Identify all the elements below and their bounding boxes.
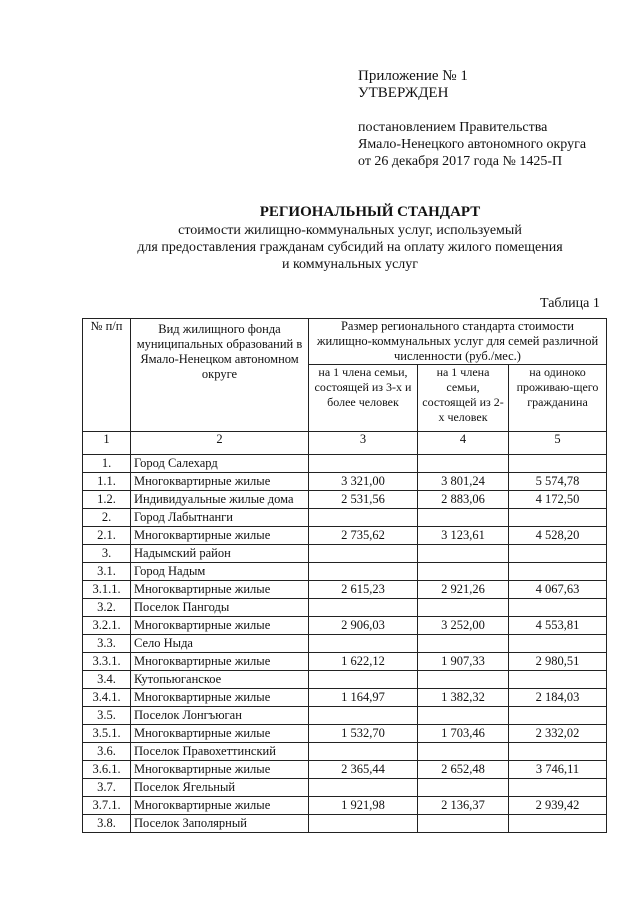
table-row [83,653,607,671]
row-number: 1. [83,455,131,473]
value-col5: 2 939,42 [509,797,607,815]
value-col4: 2 921,26 [418,581,509,599]
row-number: 3.1.1. [83,581,131,599]
resolution-date: от 26 декабря 2017 года № 1425-П [358,154,563,169]
table-row [83,671,607,689]
value-col5: 4 528,20 [509,527,607,545]
row-number: 3.3.1. [83,653,131,671]
row-name: Город Лабытнанги [131,509,309,527]
value-col5: 2 184,03 [509,689,607,707]
value-col4: 3 123,61 [418,527,509,545]
value-col3 [309,545,418,563]
value-col3 [309,509,418,527]
header-col4: на 1 члена семьи, состоящей из 2-х человек [418,365,509,432]
value-col5: 3 746,11 [509,761,607,779]
approved-label: УТВЕРЖДЕН [358,85,449,101]
table-caption: Таблица 1 [540,296,600,311]
header-npp: № п/п [83,319,131,432]
column-number: 2 [131,432,309,455]
row-number: 3.6. [83,743,131,761]
row-name: Многоквартирные жилые [131,473,309,491]
row-name: Поселок Пангоды [131,599,309,617]
value-col5 [509,509,607,527]
value-col5 [509,815,607,833]
table-row [83,725,607,743]
value-col4 [418,779,509,797]
row-number: 3.4.1. [83,689,131,707]
value-col5: 4 553,81 [509,617,607,635]
value-col5: 2 332,02 [509,725,607,743]
row-name: Многоквартирные жилые [131,761,309,779]
table-row [83,743,607,761]
row-name: Кутопьюганское [131,671,309,689]
value-col3 [309,563,418,581]
row-number: 3. [83,545,131,563]
row-number: 3.7.1. [83,797,131,815]
value-col5 [509,707,607,725]
row-name: Многоквартирные жилые [131,689,309,707]
row-number: 1.2. [83,491,131,509]
table-row [83,635,607,653]
row-name: Многоквартирные жилые [131,653,309,671]
value-col4 [418,599,509,617]
row-name: Многоквартирные жилые [131,725,309,743]
value-col5 [509,779,607,797]
value-col3 [309,707,418,725]
value-col4 [418,743,509,761]
value-col4 [418,509,509,527]
column-number-row [83,432,607,455]
value-col5 [509,455,607,473]
value-col3: 1 164,97 [309,689,418,707]
value-col5 [509,545,607,563]
government-line: Ямало-Ненецкого автономного округа [358,137,587,152]
value-col3: 1 921,98 [309,797,418,815]
appendix-label: Приложение № 1 [358,68,468,84]
value-col4: 1 907,33 [418,653,509,671]
value-col3 [309,743,418,761]
value-col4: 1 382,32 [418,689,509,707]
table-row [83,545,607,563]
table-row [83,815,607,833]
subtitle-line-1: стоимости жилищно-коммунальных услуг, используемый [178,223,522,238]
value-col5: 2 980,51 [509,653,607,671]
row-name: Многоквартирные жилые [131,581,309,599]
header-col5: на одиноко проживаю-щего гражданина [509,365,607,432]
value-col3: 2 365,44 [309,761,418,779]
value-col4: 3 801,24 [418,473,509,491]
value-col5 [509,671,607,689]
value-col4: 3 252,00 [418,617,509,635]
standards-table [82,318,607,833]
subtitle-line-3: и коммунальных услуг [281,257,419,272]
row-number: 3.2. [83,599,131,617]
value-col4 [418,455,509,473]
table-row [83,491,607,509]
table-row [83,527,607,545]
document-title: РЕГИОНАЛЬНЫЙ СТАНДАРТ [259,204,481,220]
row-name: Индивидуальные жилые дома [131,491,309,509]
subtitle-line-2: для предоставления гражданам субсидий на оплату жилого помещения [137,240,563,255]
table-row [83,617,607,635]
row-number: 3.7. [83,779,131,797]
value-col3: 2 906,03 [309,617,418,635]
row-number: 2. [83,509,131,527]
value-col3 [309,455,418,473]
value-col3 [309,815,418,833]
column-number: 4 [418,432,509,455]
value-col4 [418,545,509,563]
table-row [83,797,607,815]
value-col4 [418,563,509,581]
table-row [83,563,607,581]
value-col3: 3 321,00 [309,473,418,491]
row-name: Поселок Ягельный [131,779,309,797]
table-row [83,707,607,725]
table-row [83,473,607,491]
value-col3 [309,671,418,689]
value-col3: 2 735,62 [309,527,418,545]
value-col4 [418,671,509,689]
row-number: 3.2.1. [83,617,131,635]
row-name: Многоквартирные жилые [131,527,309,545]
row-number: 3.3. [83,635,131,653]
value-col4: 2 652,48 [418,761,509,779]
row-number: 3.8. [83,815,131,833]
value-col5: 5 574,78 [509,473,607,491]
row-name: Надымский район [131,545,309,563]
row-number: 3.5.1. [83,725,131,743]
row-name: Город Надым [131,563,309,581]
value-col5 [509,635,607,653]
header-kind: Вид жилищного фонда муниципальных образований в Ямало-Ненецком автономном округе [131,319,309,432]
resolution-line: постановлением Правительства [358,120,548,135]
value-col5 [509,563,607,581]
row-number: 3.4. [83,671,131,689]
table-row [83,581,607,599]
row-name: Многоквартирные жилые [131,617,309,635]
column-number: 3 [309,432,418,455]
value-col3: 1 622,12 [309,653,418,671]
value-col5: 4 172,50 [509,491,607,509]
value-col4: 2 136,37 [418,797,509,815]
value-col3: 2 531,56 [309,491,418,509]
table-row [83,509,607,527]
header-col3: на 1 члена семьи, состоящей из 3-х и более человек [309,365,418,432]
value-col3 [309,599,418,617]
value-col3 [309,779,418,797]
value-col5: 4 067,63 [509,581,607,599]
column-number: 5 [509,432,607,455]
value-col3: 2 615,23 [309,581,418,599]
row-name: Поселок Правохеттинский [131,743,309,761]
row-number: 2.1. [83,527,131,545]
document-subtitle [40,222,640,273]
row-number: 3.5. [83,707,131,725]
column-number: 1 [83,432,131,455]
row-name: Поселок Заполярный [131,815,309,833]
row-number: 3.6.1. [83,761,131,779]
value-col4 [418,635,509,653]
table-row [83,779,607,797]
approval-block [358,68,628,170]
row-name: Село Ныда [131,635,309,653]
row-number: 1.1. [83,473,131,491]
row-name: Город Салехард [131,455,309,473]
value-col4 [418,815,509,833]
value-col4: 2 883,06 [418,491,509,509]
row-name: Многоквартирные жилые [131,797,309,815]
table-row [83,599,607,617]
row-name: Поселок Лонгъюган [131,707,309,725]
value-col4 [418,707,509,725]
value-col5 [509,743,607,761]
value-col3: 1 532,70 [309,725,418,743]
row-number: 3.1. [83,563,131,581]
value-col5 [509,599,607,617]
value-col4: 1 703,46 [418,725,509,743]
table-row [83,689,607,707]
table-row [83,761,607,779]
table-row [83,455,607,473]
value-col3 [309,635,418,653]
header-size: Размер регионального стандарта стоимости жилищно-коммунальных услуг для семей различной численности (руб./мес.) [309,319,607,365]
